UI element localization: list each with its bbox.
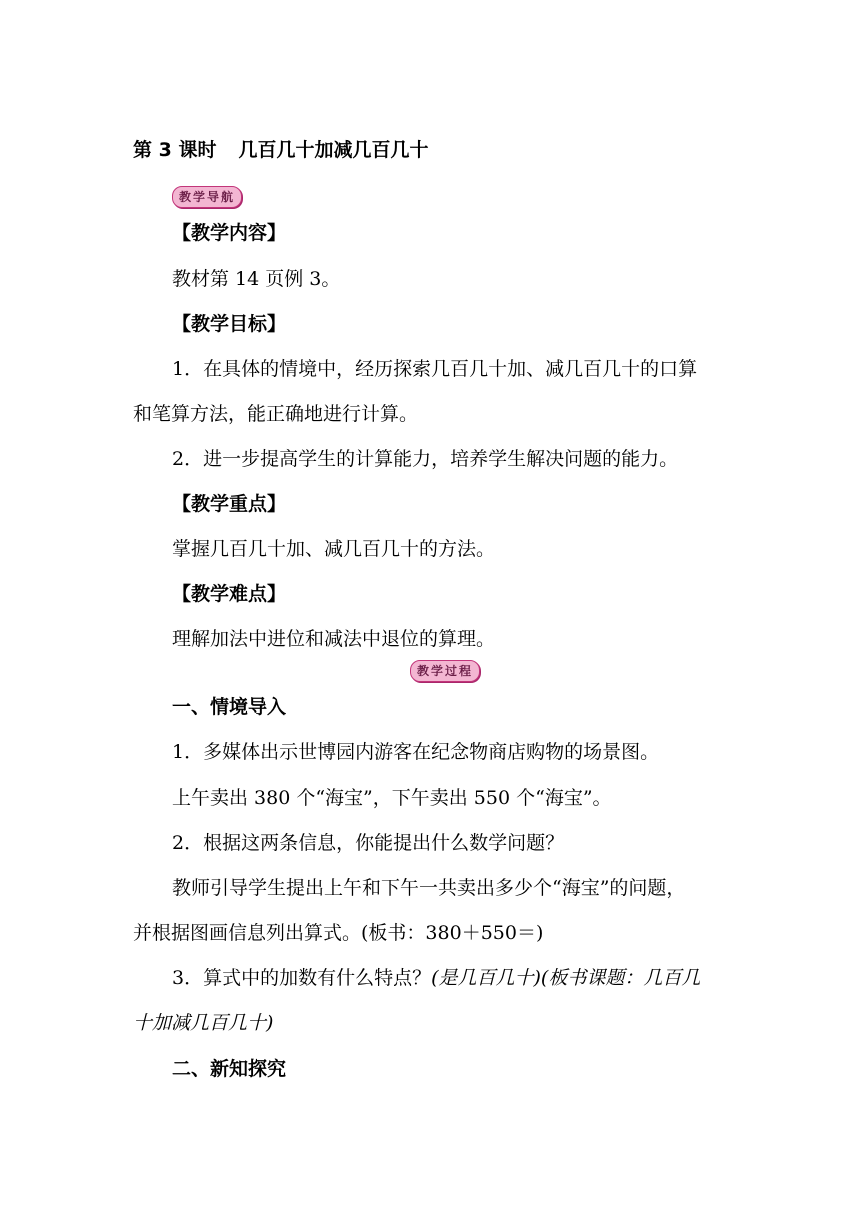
difficulties-heading: 【教学难点】 <box>172 583 287 605</box>
goal-2: 2．进一步提高学生的计算能力，培养学生解决问题的能力。 <box>172 448 679 470</box>
guidance-text: 并根据图画信息列出算式。 <box>133 922 362 944</box>
difficulties-text: 理解加法中进位和减法中退位的算理。 <box>172 628 496 650</box>
board-note: (板书：380＋550＝) <box>361 922 544 944</box>
process-step-3-line-2: 十加减几百几十) <box>133 1012 274 1034</box>
process-guidance-line-2 <box>133 920 860 946</box>
part-2-heading: 二、新知探究 <box>172 1058 287 1080</box>
page-title <box>133 135 428 162</box>
content-text: 教材第 14 页例 3。 <box>172 268 341 290</box>
lesson-number: 第 3 课时 <box>133 139 217 161</box>
content-heading: 【教学内容】 <box>172 222 287 244</box>
teaching-process-badge: 教学过程 <box>410 660 480 682</box>
goal-1-line-1: 1．在具体的情境中，经历探索几百几十加、减几百几十的口算 <box>172 358 698 380</box>
lesson-name: 几百几十加减几百几十 <box>238 139 429 161</box>
process-step-2: 2．根据这两条信息，你能提出什么数学问题？ <box>172 832 565 854</box>
part-1-heading: 一、情境导入 <box>172 696 287 718</box>
process-step-3-line-1 <box>172 965 860 991</box>
process-guidance-line-1: 教师引导学生提出上午和下午一共卖出多少个“海宝”的问题， <box>172 877 686 899</box>
teaching-guide-badge: 教学导航 <box>172 186 242 208</box>
key-points-heading: 【教学重点】 <box>172 493 287 515</box>
process-step-1: 1．多媒体出示世博园内游客在纪念物商店购物的场景图。 <box>172 741 660 763</box>
process-info: 上午卖出 380 个“海宝”，下午卖出 550 个“海宝”。 <box>172 787 612 809</box>
goals-heading: 【教学目标】 <box>172 313 287 335</box>
goal-1-line-2: 和笔算方法，能正确地进行计算。 <box>133 403 419 425</box>
step-3-question: 3．算式中的加数有什么特点？ <box>172 967 432 989</box>
step-3-note: (是几百几十)(板书课题：几百几 <box>431 967 701 989</box>
key-points-text: 掌握几百几十加、减几百几十的方法。 <box>172 538 496 560</box>
